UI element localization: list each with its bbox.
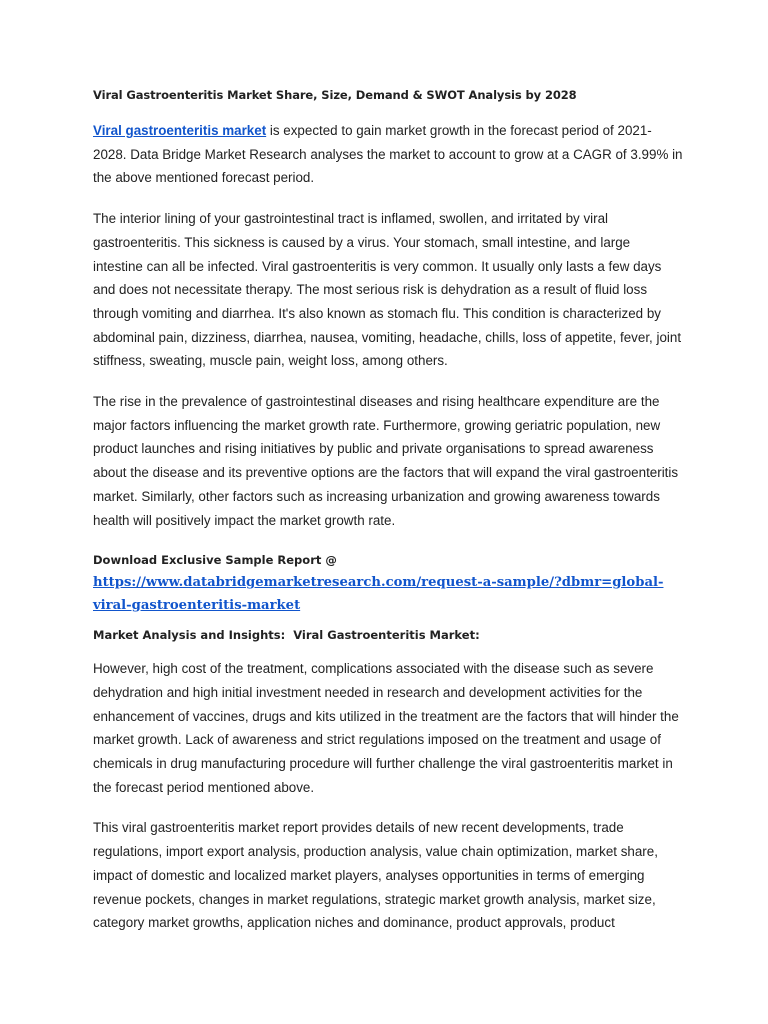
definition-paragraph: The interior lining of your gastrointestinal tract is inflamed, swollen, and irritated by viral gastroenteritis. This sickness is caused by a virus. Your stomach, small intestine, and large intestine can all be infected. Viral gastroenteritis is very common. It usually only lasts a few days and does not necessitate therapy. The most serious risk is dehydration as a result of fluid loss through vomiting and diarrhea. It's also known as stomach flu. This condition is characterized by abdominal pain, dizziness, diarrhea, nausea, vomiting, headache, chills, loss of appetite, fever, joint stiffness, sweating, muscle pain, weight loss, among others.: [93, 211, 682, 369]
intro-text: is expected to gain market growth in the forecast period of 2021-2028. Data Bridge Market Research analyses the market to account to grow at a CAGR of 3.99% in the above mentioned forecast period.: [93, 123, 683, 186]
sample-report-link[interactable]: https://www.databridgemarketresearch.com/request-a-sample/?dbmr=global-viral-gastroenteritis-market: [93, 575, 664, 614]
report-details-paragraph: This viral gastroenteritis market report provides details of new recent developments, trade regulations, import export analysis, production analysis, value chain optimization, market share, impact of domestic and localized market players, analyses opportunities in terms of emerging revenue pockets, changes in market regulations, strategic market growth analysis, market size, category market growths, application niches and dominance, product approvals, product: [93, 820, 658, 931]
market-analysis-heading: Market Analysis and Insights: Viral Gastroenteritis Market:: [93, 628, 480, 643]
intro-paragraph: [93, 119, 683, 190]
download-sample-line: [93, 549, 683, 617]
restraints-paragraph: However, high cost of the treatment, complications associated with the disease such as severe dehydration and high initial investment needed in research and development activities for the enhancement of vaccines, drugs and kits utilized in the treatment are the factors that will hinder the market growth. Lack of awareness and strict regulations imposed on the treatment and usage of chemicals in drug manufacturing procedure will further challenge the viral gastroenteritis market in the forecast period mentioned above.: [93, 661, 679, 795]
market-link[interactable]: Viral gastroenteritis market: [93, 123, 267, 138]
drivers-paragraph: The rise in the prevalence of gastrointestinal diseases and rising healthcare expenditure are the major factors influencing the market growth rate. Furthermore, growing geriatric population, new product launches and rising initiatives by public and private organisations to spread awareness about the disease and its preventive options are the factors that will expand the viral gastroenteritis market. Similarly, other factors such as increasing urbanization and growing awareness towards health will positively impact the market growth rate.: [93, 394, 679, 528]
document-page: [93, 85, 683, 952]
document-title: Viral Gastroenteritis Market Share, Size, Demand & SWOT Analysis by 2028: [93, 88, 577, 102]
download-label: Download Exclusive Sample Report @: [93, 553, 337, 568]
